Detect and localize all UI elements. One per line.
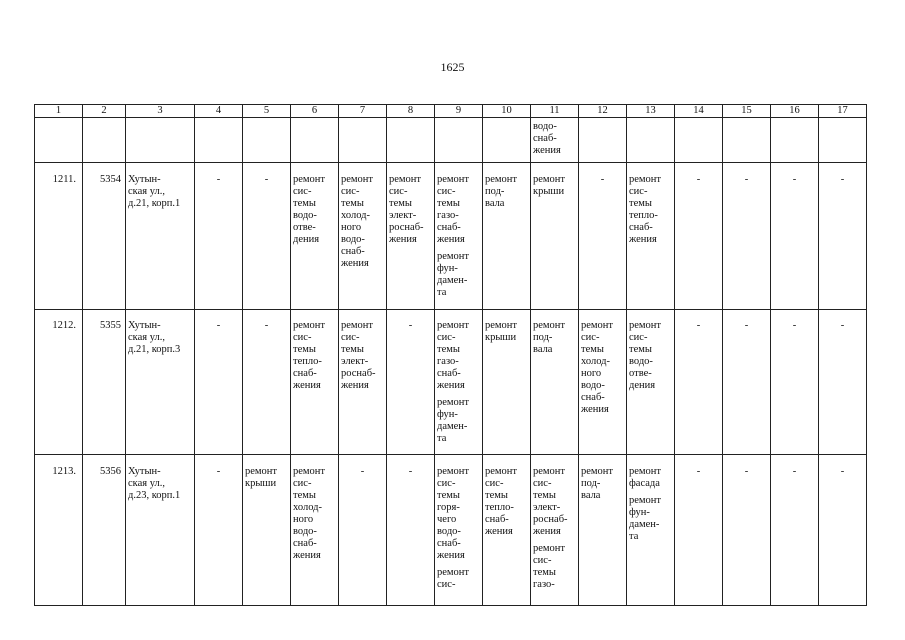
cell-line: дамен-: [437, 275, 468, 286]
cell-line: дения: [293, 234, 320, 245]
cell-line: сис-: [293, 332, 312, 343]
cell-line: ская ул.,: [128, 186, 165, 197]
cell-line: ская ул.,: [128, 332, 165, 343]
work-entry: [533, 543, 576, 591]
work-cell-col6: [291, 455, 339, 606]
cell-line: ремонт: [437, 174, 470, 185]
cell-line: ремонт: [341, 174, 374, 185]
cell-line: сис-: [293, 186, 312, 197]
work-cell-col11: [531, 163, 579, 310]
cell-line: снаб-: [629, 222, 653, 233]
cell-line: д.21, корп.1: [128, 198, 181, 209]
dash-cell-col14: -: [675, 163, 723, 310]
work-cell-col6: [291, 163, 339, 310]
cell-line: д.21, корп.3: [128, 344, 181, 355]
cell-line: жения: [533, 526, 561, 537]
work-entry: [629, 174, 672, 246]
cell-line: жения: [581, 404, 609, 415]
cell-line: снаб-: [293, 368, 317, 379]
cell-line: темы: [629, 344, 652, 355]
cell-line: водо-: [293, 526, 317, 537]
work-entry: [389, 174, 432, 246]
cell-line: роснаб-: [533, 514, 568, 525]
dash-cell-col12: -: [579, 163, 627, 310]
continuation-cell-col3: [126, 118, 195, 163]
cell-line: темы: [293, 490, 316, 501]
address-cell: [126, 455, 195, 606]
cell-line: темы: [341, 198, 364, 209]
dash-cell-col4: -: [195, 163, 243, 310]
cell-line: дамен-: [437, 421, 468, 432]
cell-line: сис-: [629, 332, 648, 343]
column-number-2: 2: [83, 105, 126, 118]
work-entry: [341, 174, 384, 270]
header-row: [35, 105, 867, 118]
cell-line: ремонт: [533, 543, 566, 554]
cell-line: Хутын-: [128, 320, 161, 331]
cell-line: отве-: [629, 368, 652, 379]
cell-line: ремонт: [629, 174, 662, 185]
cell-line: сис-: [341, 332, 360, 343]
cell-line: жения: [293, 380, 321, 391]
work-entry: [437, 567, 480, 591]
cell-line: тепло-: [293, 356, 322, 367]
cell-line: чего: [437, 514, 457, 525]
work-cell-col12: [579, 310, 627, 455]
cell-line: темы: [629, 198, 652, 209]
column-number-8: 8: [387, 105, 435, 118]
cell-line: холод-: [581, 356, 610, 367]
continuation-cell-col12: [579, 118, 627, 163]
cell-line: д.23, корп.1: [128, 490, 181, 501]
cell-line: снаб-: [437, 368, 461, 379]
column-number-15: 15: [723, 105, 771, 118]
cell-line: элект-: [533, 502, 561, 513]
continuation-cell-col17: [819, 118, 867, 163]
cell-line: ремонт: [437, 320, 470, 331]
page-number: 1625: [440, 60, 465, 74]
cell-line: темы: [341, 344, 364, 355]
cell-line: сис-: [341, 186, 360, 197]
cell-line: водо-: [293, 210, 317, 221]
work-entry: [437, 320, 480, 392]
cell-line: фун-: [437, 263, 458, 274]
dash-cell-col4: -: [195, 455, 243, 606]
cell-line: жения: [437, 380, 465, 391]
cell-line: роснаб-: [341, 368, 376, 379]
cell-line: водо-: [341, 234, 365, 245]
cell-line: ремонт: [485, 466, 518, 477]
cell-line: ремонт: [629, 466, 662, 477]
cell-line: темы: [485, 490, 508, 501]
cell-line: под-: [533, 332, 553, 343]
dash-cell-col8: -: [387, 455, 435, 606]
object-code: 5356: [83, 455, 126, 606]
cell-line: вала: [581, 490, 601, 501]
work-cell-col12: [579, 455, 627, 606]
cell-line: под-: [485, 186, 505, 197]
cell-line: ного: [581, 368, 602, 379]
cell-line: холод-: [293, 502, 322, 513]
column-number-12: 12: [579, 105, 627, 118]
work-entry: [629, 466, 672, 490]
cell-line: ремонт: [485, 174, 518, 185]
dash-cell-col7: -: [339, 455, 387, 606]
cell-line: темы: [437, 198, 460, 209]
cell-line: ремонт: [533, 466, 566, 477]
cell-line: ного: [341, 222, 362, 233]
cell-line: темы: [581, 344, 604, 355]
cell-line: ремонт: [437, 567, 470, 578]
cell-line: крыши: [533, 186, 565, 197]
cell-line: газо-: [533, 579, 555, 590]
work-cell-col7: [339, 163, 387, 310]
row-number: 1212.: [35, 310, 83, 455]
work-entry: [533, 320, 576, 356]
cell-line: дения: [629, 380, 656, 391]
cell-line: сис-: [533, 555, 552, 566]
cell-line: снаб-: [437, 222, 461, 233]
cell-line: сис-: [629, 186, 648, 197]
cell-line: роснаб-: [389, 222, 424, 233]
dash-cell-col16: -: [771, 455, 819, 606]
dash-cell-col4: -: [195, 310, 243, 455]
cell-line: крыши: [485, 332, 517, 343]
cell-line: холод-: [341, 210, 370, 221]
work-entry: [293, 466, 336, 562]
work-entry: [437, 251, 480, 299]
column-number-17: 17: [819, 105, 867, 118]
cell-line: Хутын-: [128, 174, 161, 185]
table-row: [35, 163, 867, 310]
work-cell-col10: [483, 163, 531, 310]
cell-line: отве-: [293, 222, 316, 233]
work-cell-col10: [483, 455, 531, 606]
cell-line: сис-: [581, 332, 600, 343]
dash-cell-col14: -: [675, 455, 723, 606]
work-cell-col11: [531, 455, 579, 606]
continuation-cell-col6: [291, 118, 339, 163]
work-entry: [437, 397, 480, 445]
work-cell-col10: [483, 310, 531, 455]
dash-cell-col5: -: [243, 310, 291, 455]
cell-line: крыши: [245, 478, 277, 489]
cell-line: ремонт: [293, 174, 326, 185]
cell-line: газо-: [437, 210, 459, 221]
cell-line: снаб-: [581, 392, 605, 403]
cell-line: дамен-: [629, 519, 660, 530]
cell-line: темы: [437, 490, 460, 501]
cell-line: сис-: [389, 186, 408, 197]
cell-line: темы: [389, 198, 412, 209]
cell-line: ремонт: [245, 466, 278, 477]
work-entry: [485, 466, 528, 538]
cell-line: темы: [293, 198, 316, 209]
work-entry: [533, 466, 576, 538]
cell-line: ская ул.,: [128, 478, 165, 489]
column-number-14: 14: [675, 105, 723, 118]
cell-line: ремонт: [581, 320, 614, 331]
address-cell: [126, 310, 195, 455]
row-number: 1213.: [35, 455, 83, 606]
continuation-cell-col2: [83, 118, 126, 163]
cell-line: элект-: [341, 356, 369, 367]
cell-line: ремонт: [437, 466, 470, 477]
cell-line: жения: [533, 145, 561, 156]
column-number-3: 3: [126, 105, 195, 118]
continuation-cell-col4: [195, 118, 243, 163]
cell-line: ного: [293, 514, 314, 525]
work-entry: [581, 466, 624, 502]
cell-line: тепло-: [629, 210, 658, 221]
work-cell-col9: [435, 455, 483, 606]
cell-line: фун-: [437, 409, 458, 420]
column-number-5: 5: [243, 105, 291, 118]
cell-line: сис-: [485, 478, 504, 489]
cell-line: та: [437, 287, 447, 298]
continuation-cell-col14: [675, 118, 723, 163]
cell-line: снаб-: [293, 538, 317, 549]
dash-cell-col17: -: [819, 163, 867, 310]
dash-cell-col16: -: [771, 163, 819, 310]
cell-line: жения: [485, 526, 513, 537]
address-cell: [126, 163, 195, 310]
cell-line: ремонт: [629, 320, 662, 331]
work-cell-col13: [627, 455, 675, 606]
object-code: 5355: [83, 310, 126, 455]
column-number-10: 10: [483, 105, 531, 118]
cell-line: жения: [389, 234, 417, 245]
cell-line: темы: [533, 490, 556, 501]
cell-line: Хутын-: [128, 466, 161, 477]
cell-line: сис-: [437, 186, 456, 197]
cell-line: ремонт: [293, 320, 326, 331]
work-entry: [293, 320, 336, 392]
cell-line: горя-: [437, 502, 460, 513]
cell-line: вала: [533, 344, 553, 355]
cell-line: снаб-: [341, 246, 365, 257]
work-cell-col9: [435, 163, 483, 310]
dash-cell-col16: -: [771, 310, 819, 455]
cell-line: вала: [485, 198, 505, 209]
table-row: [35, 455, 867, 606]
work-cell-col7: [339, 310, 387, 455]
cell-line: ремонт: [437, 397, 470, 408]
continuation-cell-col10: [483, 118, 531, 163]
cell-line: снаб-: [533, 133, 557, 144]
cell-line: фун-: [629, 507, 650, 518]
dash-cell-col15: -: [723, 163, 771, 310]
work-cell-col6: [291, 310, 339, 455]
continuation-cell-col8: [387, 118, 435, 163]
cell-line: водо-: [581, 380, 605, 391]
cell-line: под-: [581, 478, 601, 489]
object-code: 5354: [83, 163, 126, 310]
cell-line: жения: [293, 550, 321, 561]
cell-line: ремонт: [629, 495, 662, 506]
continuation-cell-col11: [531, 118, 579, 163]
column-number-4: 4: [195, 105, 243, 118]
cell-line: сис-: [533, 478, 552, 489]
work-cell-col13: [627, 310, 675, 455]
column-number-16: 16: [771, 105, 819, 118]
column-number-1: 1: [35, 105, 83, 118]
cell-line: сис-: [437, 478, 456, 489]
cell-line: ремонт: [341, 320, 374, 331]
column-number-9: 9: [435, 105, 483, 118]
cell-line: снаб-: [437, 538, 461, 549]
continuation-cell-col9: [435, 118, 483, 163]
cell-line: сис-: [293, 478, 312, 489]
work-cell-col11: [531, 310, 579, 455]
work-entry: [629, 495, 672, 543]
cell-line: ремонт: [485, 320, 518, 331]
cell-line: жения: [629, 234, 657, 245]
work-entry: [293, 174, 336, 246]
continuation-row: [35, 118, 867, 163]
cell-line: жения: [437, 234, 465, 245]
cell-line: снаб-: [485, 514, 509, 525]
continuation-cell-col16: [771, 118, 819, 163]
cell-line: ремонт: [533, 320, 566, 331]
dash-cell-col8: -: [387, 310, 435, 455]
dash-cell-col17: -: [819, 310, 867, 455]
work-entry: [437, 174, 480, 246]
work-cell-col13: [627, 163, 675, 310]
cell-line: жения: [437, 550, 465, 561]
cell-line: жения: [341, 380, 369, 391]
cell-line: ремонт: [437, 251, 470, 262]
work-entry: [245, 466, 288, 490]
cell-line: ремонт: [533, 174, 566, 185]
column-number-6: 6: [291, 105, 339, 118]
dash-cell-col14: -: [675, 310, 723, 455]
cell-line: темы: [437, 344, 460, 355]
cell-line: водо-: [437, 526, 461, 537]
cell-line: газо-: [437, 356, 459, 367]
dash-cell-col5: -: [243, 163, 291, 310]
row-number: 1211.: [35, 163, 83, 310]
dash-cell-col17: -: [819, 455, 867, 606]
cell-line: темы: [293, 344, 316, 355]
work-cell-col5: [243, 455, 291, 606]
cell-line: темы: [533, 567, 556, 578]
work-entry: [629, 320, 672, 392]
cell-line: сис-: [437, 332, 456, 343]
column-number-11: 11: [531, 105, 579, 118]
cell-line: фасада: [629, 478, 660, 489]
work-cell-col8: [387, 163, 435, 310]
work-entry: [341, 320, 384, 392]
repair-schedule-table: [34, 104, 867, 606]
cell-line: жения: [341, 258, 369, 269]
work-entry: [485, 174, 528, 210]
continuation-cell-col15: [723, 118, 771, 163]
continuation-cell-col5: [243, 118, 291, 163]
work-entry: [437, 466, 480, 562]
continuation-cell-col7: [339, 118, 387, 163]
column-number-13: 13: [627, 105, 675, 118]
table-row: [35, 310, 867, 455]
dash-cell-col15: -: [723, 310, 771, 455]
cell-line: тепло-: [485, 502, 514, 513]
cell-line: ремонт: [293, 466, 326, 477]
continuation-cell-col1: [35, 118, 83, 163]
work-cell-col9: [435, 310, 483, 455]
continuation-cell-col13: [627, 118, 675, 163]
cell-line: ремонт: [581, 466, 614, 477]
cell-line: сис-: [437, 579, 456, 590]
column-number-7: 7: [339, 105, 387, 118]
work-entry: [581, 320, 624, 416]
dash-cell-col15: -: [723, 455, 771, 606]
work-entry: [485, 320, 528, 344]
cell-line: водо-: [533, 121, 557, 132]
cell-line: водо-: [629, 356, 653, 367]
cell-line: элект-: [389, 210, 417, 221]
work-entry: [533, 174, 576, 198]
cell-line: та: [437, 433, 447, 444]
cell-line: ремонт: [389, 174, 422, 185]
cell-line: та: [629, 531, 639, 542]
